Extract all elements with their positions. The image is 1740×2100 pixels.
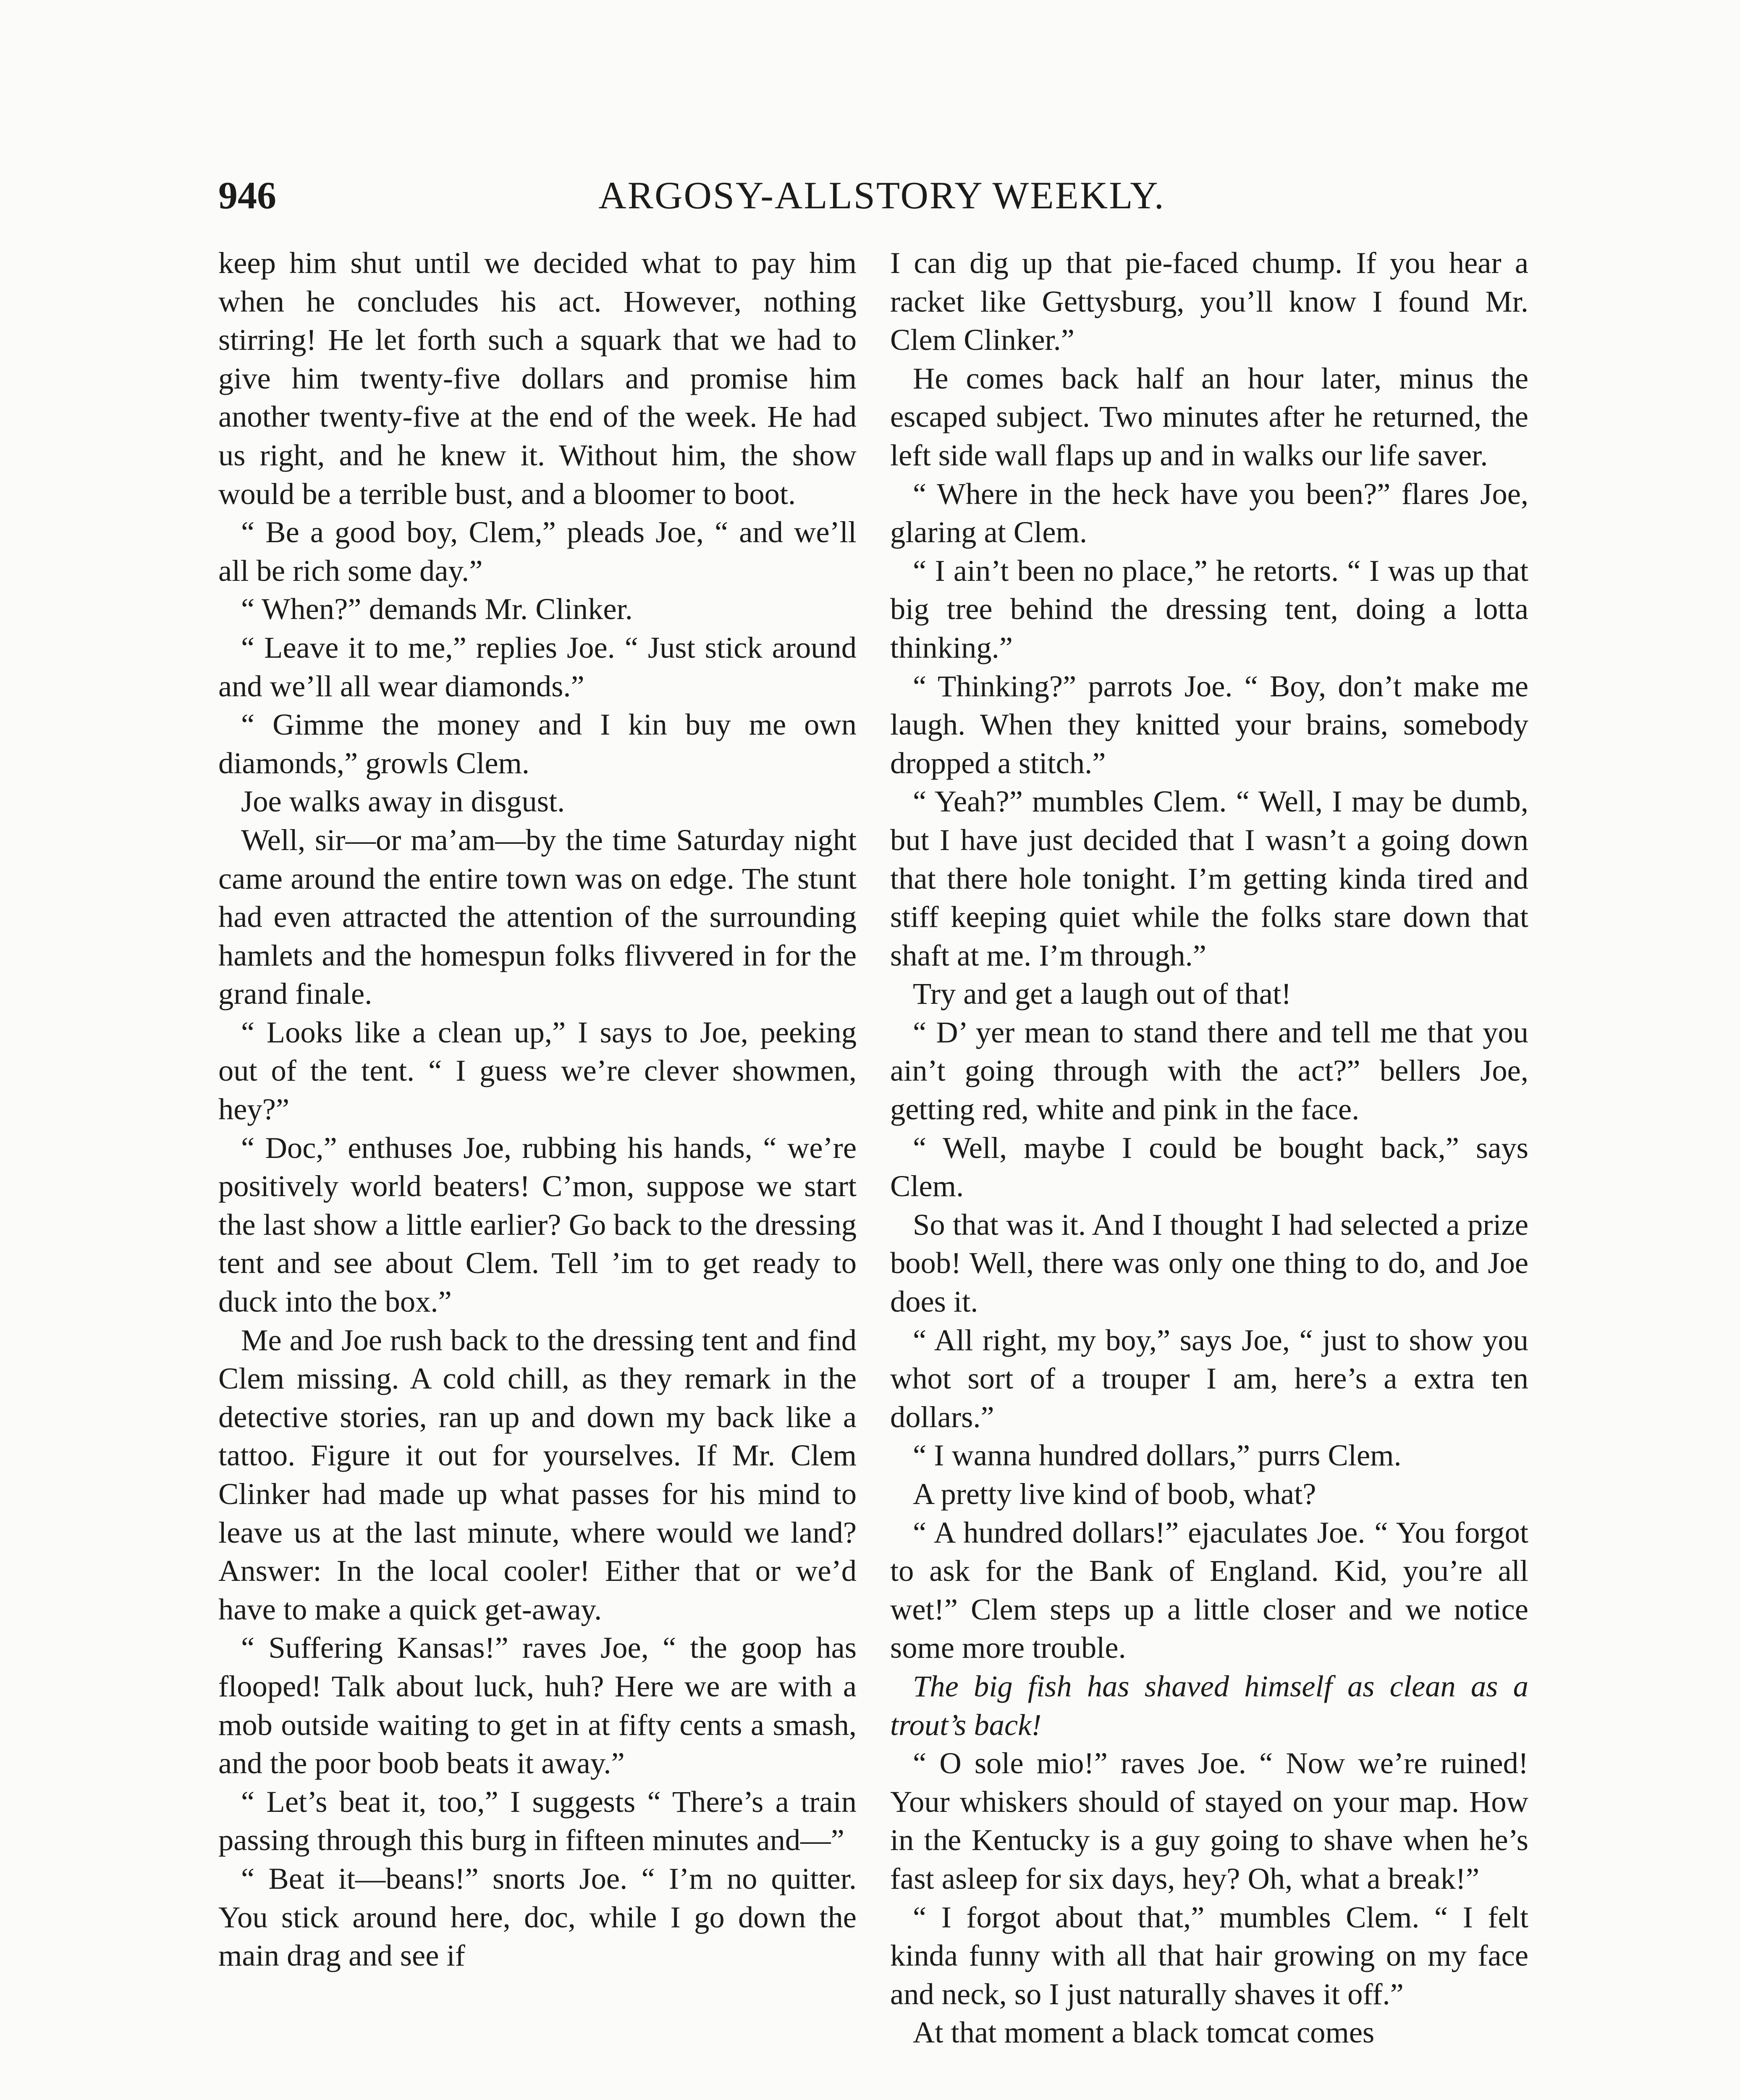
paragraph: Joe walks away in disgust. xyxy=(241,784,565,819)
paragraph: “ Beat it—beans!” snorts Joe. “ I’m no quitter. You stick around here, doc, while I go down the main drag and see if xyxy=(218,1861,857,1973)
paragraph: I can dig up that pie-faced chump. If you hear a racket like Gettysburg, you’ll know I found Mr. Clem Clinker.” xyxy=(890,246,1528,357)
paragraph: “ Thinking?” parrots Joe. “ Boy, don’t make me laugh. When they knitted your brains, somebody dropped a stitch.” xyxy=(890,669,1528,780)
paragraph: “ Gimme the money and I kin buy me own diamonds,” growls Clem. xyxy=(218,707,857,780)
paragraph: The big fish has shaved himself as clean as a trout’s back! xyxy=(890,1669,1528,1742)
left-column xyxy=(218,244,857,1975)
paragraph: “ O sole mio!” raves Joe. “ Now we’re ruined! Your whiskers should of stayed on your map. How in the Kentucky is a guy going to shave when he’s fast asleep for six days, hey? Oh, what a break!” xyxy=(890,1746,1528,1895)
running-title: ARGOSY-ALLSTORY WEEKLY. xyxy=(598,174,1165,217)
paragraph: “ D’ yer mean to stand there and tell me that you ain’t going through with the act?” bellers Joe, getting red, white and pink in the face. xyxy=(890,1015,1528,1126)
paragraph: Me and Joe rush back to the dressing tent and find Clem missing. A cold chill, as they remark in the detective stories, ran up and down my back like a tattoo. Figure it out for yourselves. If Mr. Clem Clinker had made up what passes for his mind to leave us at the last minute, where would we land? Answer: In the local cooler! Either that or we’d have to make a quick get-away. xyxy=(218,1323,857,1626)
paragraph: “ Yeah?” mumbles Clem. “ Well, I may be dumb, but I have just decided that I wasn’t a going down that there hole tonight. I’m getting kinda tired and stiff keeping quiet while the folks stare down that shaft at me. I’m through.” xyxy=(890,784,1528,972)
paragraph: “ All right, my boy,” says Joe, “ just to show you whot sort of a trouper I am, here’s a extra ten dollars.” xyxy=(890,1323,1528,1434)
paragraph: A pretty live kind of boob, what? xyxy=(913,1477,1316,1511)
paragraph: He comes back half an hour later, minus the escaped subject. Two minutes after he returned, the left side wall flaps up and in walks our life saver. xyxy=(890,361,1528,472)
page-header xyxy=(218,166,1545,225)
right-column xyxy=(890,244,1528,2052)
paragraph: “ Looks like a clean up,” I says to Joe, peeking out of the tent. “ I guess we’re clever showmen, hey?” xyxy=(218,1015,857,1126)
paragraph: Well, sir—or ma’am—by the time Saturday night came around the entire town was on edge. The stunt had even attracted the attention of the surrounding hamlets and the homespun folks flivvered in for the grand finale. xyxy=(218,822,857,1011)
paragraph: So that was it. And I thought I had selected a prize boob! Well, there was only one thing to do, and Joe does it. xyxy=(890,1207,1528,1319)
paragraph: “ When?” demands Mr. Clinker. xyxy=(241,592,633,626)
paragraph: “ Leave it to me,” replies Joe. “ Just stick around and we’ll all wear diamonds.” xyxy=(218,630,857,703)
paragraph: “ I ain’t been no place,” he retorts. “ I was up that big tree behind the dressing tent, doing a lotta thinking.” xyxy=(890,553,1528,664)
paragraph: “ Well, maybe I could be bought back,” says Clem. xyxy=(890,1130,1528,1203)
paragraph: At that moment a black tomcat comes xyxy=(913,2015,1375,2050)
paragraph: “ Suffering Kansas!” raves Joe, “ the goop has flooped! Talk about luck, huh? Here we are with a mob outside waiting to get in at fifty cents a smash, and the poor boob beats it away.” xyxy=(218,1630,857,1780)
paragraph: keep him shut until we decided what to pay him when he concludes his act. However, nothing stirring! He let forth such a squark that we had to give him twenty-five dollars and promise him another twenty-five at the end of the week. He had us right, and he knew it. Without him, the show would be a terrible bust, and a bloomer to boot. xyxy=(218,246,857,511)
paragraph: “ A hundred dollars!” ejaculates Joe. “ You forgot to ask for the Bank of England. Kid, you’re all wet!” Clem steps up a little closer and we notice some more trouble. xyxy=(890,1515,1528,1665)
page-number: 946 xyxy=(218,174,276,217)
paragraph: “ I wanna hundred dollars,” purrs Clem. xyxy=(913,1438,1402,1473)
paragraph: “ Doc,” enthuses Joe, rubbing his hands, “ we’re positively world beaters! C’mon, suppose we start the last show a little earlier? Go back to the dressing tent and see about Clem. Tell ’im to get ready to duck into the box.” xyxy=(218,1130,857,1319)
paragraph: Try and get a laugh out of that! xyxy=(913,976,1292,1011)
paragraph: “ Where in the heck have you been?” flares Joe, glaring at Clem. xyxy=(890,476,1528,549)
paragraph: “ Be a good boy, Clem,” pleads Joe, “ and we’ll all be rich some day.” xyxy=(218,515,857,588)
paragraph: “ I forgot about that,” mumbles Clem. “ I felt kinda funny with all that hair growing on my face and neck, so I just naturally shaves it off.” xyxy=(890,1900,1528,2011)
paragraph: “ Let’s beat it, too,” I suggests “ There’s a train passing through this burg in fifteen minutes and—” xyxy=(218,1784,857,1857)
